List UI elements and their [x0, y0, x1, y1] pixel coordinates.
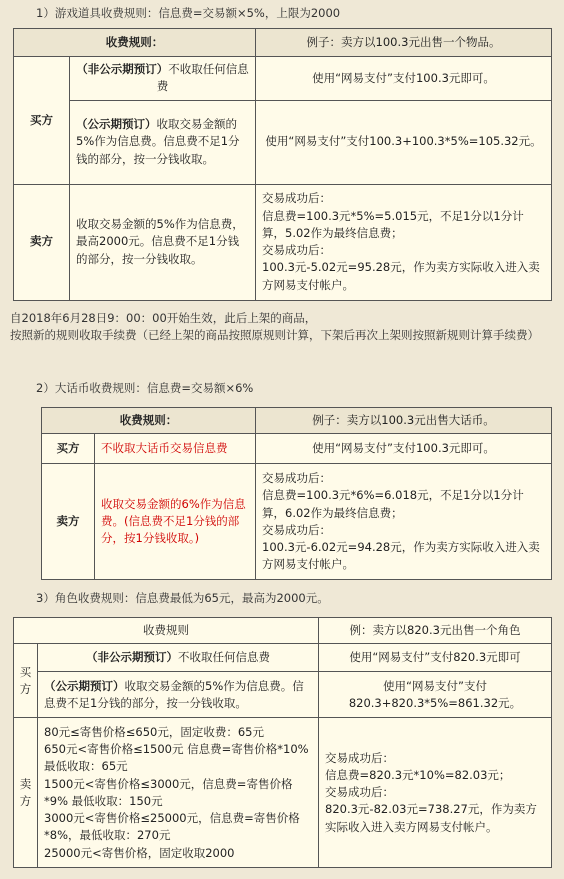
section2-seller-rule: 收取交易金额的6%作为信息费。(信息费不足1分钱的部分，按1分钱收取。) — [95, 464, 256, 580]
section2-seller-example-line: 100.3元-6.02元=94.28元，作为卖方实际收入进入卖方网易支付帐户。 — [262, 540, 540, 572]
section1-seller-example-line: 交易成功后： — [262, 191, 331, 206]
section2-table — [41, 407, 552, 580]
section2-buyer-example: 使用“网易支付”支付100.3元即可。 — [256, 434, 552, 464]
section3-header-example: 例：卖方以820.3元出售一个角色 — [319, 618, 552, 644]
section3-seller-rule-line: 650元<寄售价格≤1500元 信息费=寄售价格*10% 最低收取：65元 — [44, 742, 309, 774]
section1-seller-example-line: 信息费=100.3元*5%=5.015元，不足1分以1分计算，5.02作为最终信息费； — [262, 208, 524, 240]
section1-buyer-example-2: 使用“网易支付”支付100.3+100.3*5%=105.32元。 — [256, 100, 552, 184]
section1-title: 1）游戏道具收费规则：信息费=交易额×5%，上限为2000 — [36, 6, 341, 20]
section3-buyer-rule-2-text: 收取交易金额的5%作为信息费。信息费不足1分钱的部分，按一分钱收取。 — [44, 678, 304, 710]
section2-seller-example — [256, 464, 552, 580]
section1-seller-rule: 收取交易金额的5%作为信息费，最高2000元。信息费不足1分钱的部分，按一分钱收取。 — [70, 184, 256, 300]
section2-buyer-rule: 不收取大话币交易信息费 — [95, 434, 256, 464]
section1-seller-example — [256, 184, 552, 300]
section3-seller-example — [319, 718, 552, 868]
notice-text — [10, 310, 558, 345]
section3-seller-example-line: 820.3元-82.03元=738.27元，作为卖方实际收入进入卖方网易支付帐户。 — [325, 802, 537, 834]
section1-seller-label: 卖方 — [14, 184, 70, 300]
section2-title: 2）大话币收费规则：信息费=交易额×6% — [36, 381, 254, 395]
section2-seller-example-line: 信息费=100.3元*6%=6.018元，不足1分以1分计算，6.02作为最终信息费； — [262, 488, 524, 520]
section3-seller-rule-line: 80元≤寄售价格≤650元，固定收费：65元 — [44, 724, 264, 739]
section3-seller-label: 卖方 — [14, 718, 38, 868]
section2-seller-label: 卖方 — [42, 464, 95, 580]
section3-seller-example-line: 信息费=820.3元*10%=82.03元； — [325, 767, 511, 782]
section3-seller-example-line: 交易成功后： — [325, 785, 394, 800]
section3-buyer-example-1: 使用“网易支付”支付820.3元即可 — [319, 644, 552, 672]
section2-header-example: 例子：卖方以100.3元出售大话币。 — [256, 408, 552, 434]
section3-seller-rule-line: 3000元<寄售价格≤25000元，信息费=寄售价格*8%，最低收取：270元 — [44, 811, 300, 843]
section1-buyer-rule-2-text: 收取交易金额的5%作为信息费。信息费不足1分钱的部分，按一分钱收取。 — [76, 117, 240, 166]
section1-header-example: 例子：卖方以100.3元出售一个物品。 — [256, 29, 552, 57]
notice-line: 自2018年6月28日9：00：00开始生效，此后上架的商品， — [10, 311, 317, 325]
section3-seller-rule — [38, 718, 319, 868]
section3-buyer-rule-1-text: 不收取任何信息费 — [178, 650, 270, 665]
section3-table — [13, 617, 552, 868]
section1-buyer-rule-2 — [70, 100, 256, 184]
section3-buyer-rule-2 — [38, 672, 319, 718]
section1-buyer-rule-2-bold: （公示期预订） — [76, 117, 157, 132]
section3-seller-example-line: 交易成功后： — [325, 750, 394, 765]
section1-buyer-label: 买方 — [14, 57, 70, 185]
section3-title: 3）角色收费规则：信息费最低为65元，最高为2000元。 — [36, 591, 329, 605]
section3-buyer-rule-1-bold: （非公示期预订） — [86, 650, 178, 665]
notice-line: 按照新的规则收取手续费（已经上架的商品按照原规则计算，下架后再次上架则按照新规则计算手续费） — [10, 328, 539, 343]
section2-header-rule: 收费规则： — [42, 408, 256, 434]
section3-header-rule: 收费规则 — [14, 618, 319, 644]
section3-buyer-label: 买方 — [14, 644, 38, 718]
section3-seller-rule-line: 1500元<寄售价格≤3000元，信息费=寄售价格*9% 最低收取：150元 — [44, 776, 293, 808]
section3-seller-rule-line: 25000元<寄售价格，固定收取2000 — [44, 845, 235, 860]
section1-seller-example-line: 交易成功后： — [262, 243, 331, 257]
section1-buyer-rule-1 — [70, 57, 256, 101]
section3-buyer-rule-2-bold: （公示期预订） — [44, 678, 125, 693]
section2-buyer-label: 买方 — [42, 434, 95, 464]
section3-buyer-example-2: 使用“网易支付”支付820.3+820.3*5%=861.32元。 — [319, 672, 552, 718]
section1-buyer-example-1: 使用“网易支付”支付100.3元即可。 — [256, 57, 552, 101]
section2-seller-example-line: 交易成功后： — [262, 471, 331, 485]
section1-header-rule: 收费规则： — [14, 29, 256, 57]
section2-seller-example-line: 交易成功后： — [262, 522, 331, 537]
section1-seller-example-line: 100.3元-5.02元=95.28元，作为卖方实际收入进入卖方网易支付帐户。 — [262, 260, 540, 292]
section1-buyer-rule-1-text: 不收取任何信息费 — [156, 62, 249, 94]
section1-table — [13, 28, 552, 301]
section1-buyer-rule-1-bold: （非公示期预订） — [76, 62, 169, 76]
section3-buyer-rule-1 — [38, 644, 319, 672]
